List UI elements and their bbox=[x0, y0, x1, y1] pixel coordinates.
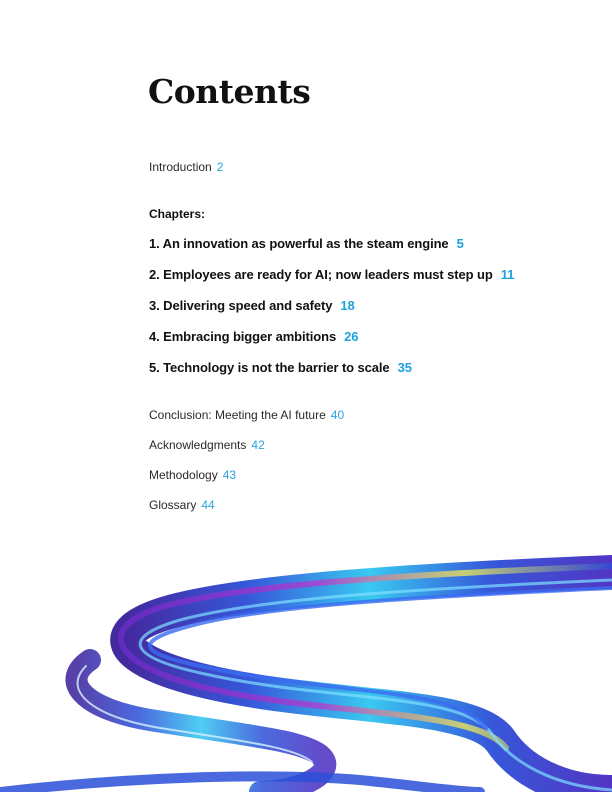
toc-chapter-1[interactable] bbox=[149, 236, 464, 251]
toc-entry-methodology[interactable] bbox=[149, 468, 236, 482]
toc-page-number: 42 bbox=[251, 438, 265, 452]
toc-entry-label: Methodology bbox=[149, 468, 218, 482]
toc-chapter-label: 4. Embracing bigger ambitions bbox=[149, 329, 337, 344]
toc-entry-acknowledgments[interactable] bbox=[149, 438, 265, 452]
toc-chapter-label: 5. Technology is not the barrier to scale bbox=[149, 360, 390, 375]
toc-chapter-5[interactable] bbox=[149, 360, 412, 375]
toc-entry-label: Introduction bbox=[149, 160, 212, 174]
decorative-ribbon-image bbox=[0, 540, 612, 792]
toc-entry-label: Conclusion: Meeting the AI future bbox=[149, 408, 326, 422]
toc-page-number: 2 bbox=[216, 160, 224, 174]
toc-page-number: 40 bbox=[330, 408, 345, 422]
toc-chapter-label: 2. Employees are ready for AI; now leaders must step up bbox=[149, 267, 493, 282]
toc-page-number: 35 bbox=[397, 360, 412, 375]
page-title: Contents bbox=[148, 72, 311, 111]
toc-chapter-2[interactable] bbox=[149, 267, 514, 282]
toc-entry-glossary[interactable] bbox=[149, 498, 215, 512]
toc-chapter-3[interactable] bbox=[149, 298, 355, 313]
toc-entry-conclusion[interactable] bbox=[149, 408, 344, 422]
toc-chapter-4[interactable] bbox=[149, 329, 358, 344]
toc-entry-label: Acknowledgments bbox=[149, 438, 247, 452]
toc-page-number: 44 bbox=[201, 498, 215, 512]
toc-chapter-label: 1. An innovation as powerful as the steam engine bbox=[149, 236, 449, 251]
toc-page-number: 5 bbox=[456, 236, 464, 251]
toc-page-number: 11 bbox=[500, 267, 515, 282]
chapters-heading: Chapters: bbox=[149, 207, 206, 221]
toc-entry-introduction[interactable] bbox=[149, 160, 223, 174]
toc-page-number: 26 bbox=[344, 329, 359, 344]
toc-entry-label: Glossary bbox=[149, 498, 197, 512]
toc-page-number: 18 bbox=[340, 298, 355, 313]
toc-page-number: 43 bbox=[222, 468, 237, 482]
toc-chapter-label: 3. Delivering speed and safety bbox=[149, 298, 333, 313]
